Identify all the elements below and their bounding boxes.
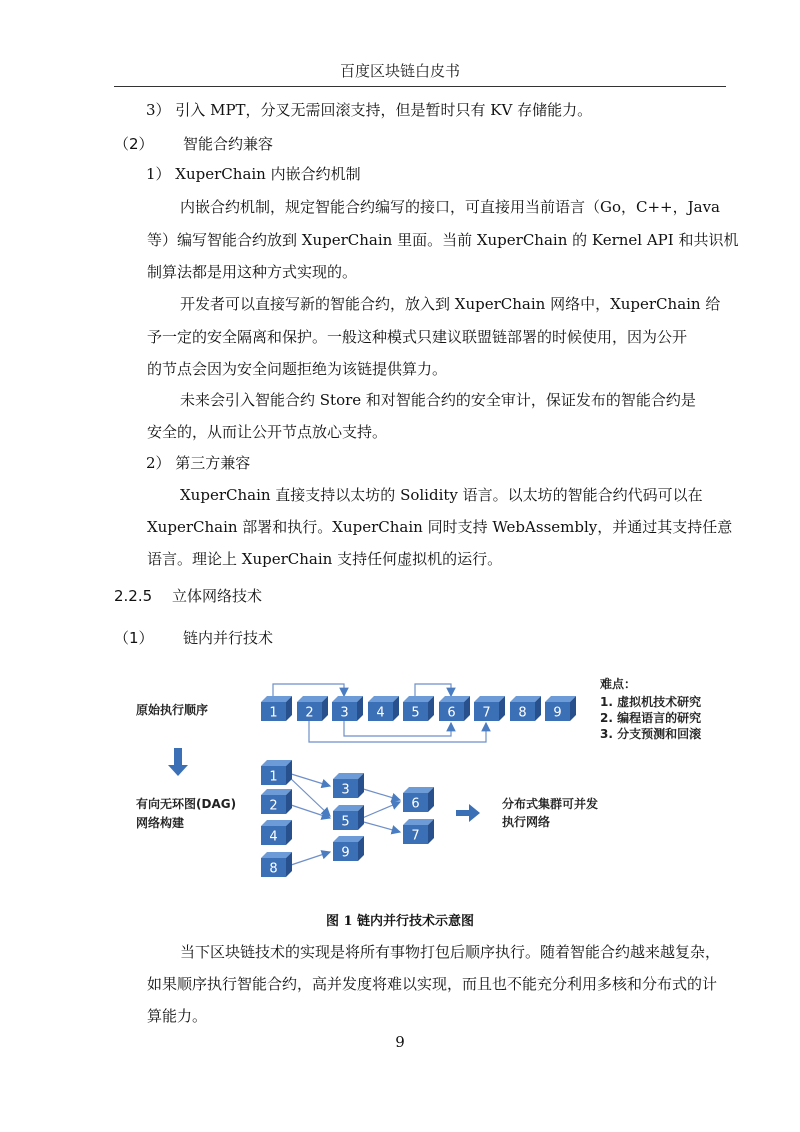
paragraph-line: XuperChain 直接支持以太坊的 Solidity 语言。以太坊的智能合约代码可以在 — [180, 486, 703, 504]
sequence-box — [474, 696, 505, 721]
flow-arrow — [288, 804, 330, 818]
flow-arrow — [288, 852, 330, 866]
flow-arrow — [360, 821, 400, 832]
box-number: 3 — [340, 705, 349, 721]
paragraph-line: 如果顺序执行智能合约，高并发度将难以实现，而且也不能充分利用多核和分布式的计 — [147, 975, 718, 993]
dag-box — [403, 819, 434, 844]
box-number: 4 — [376, 705, 385, 721]
paragraph-line: 开发者可以直接写新的智能合约，放入到 XuperChain 网络中，XuperChain 给 — [180, 295, 721, 313]
section-number: 2.2.5 — [114, 587, 153, 605]
box-number: 5 — [341, 814, 350, 830]
dag-box — [333, 773, 364, 798]
section-title: 立体网络技术 — [172, 587, 263, 605]
flow-arrow — [360, 802, 400, 819]
dag-box — [403, 787, 434, 812]
label-dag: 有向无环图(DAG) — [136, 797, 237, 811]
box-number: 4 — [269, 829, 278, 845]
parallel-execution-figure — [116, 668, 716, 888]
flow-arrow — [344, 721, 451, 736]
paragraph-line: 安全的，从而让公开节点放心支持。 — [147, 423, 388, 441]
box-number: 9 — [341, 845, 350, 861]
box-number: 2 — [305, 705, 314, 721]
list-item-1: 1） XuperChain 内嵌合约机制 — [146, 165, 361, 183]
flow-arrow — [288, 773, 330, 786]
box-number: 6 — [411, 796, 420, 812]
paragraph-line: 的节点会因为安全问题拒绝为该链提供算力。 — [147, 360, 448, 378]
sequence-box — [261, 696, 292, 721]
dag-box — [333, 836, 364, 861]
box-number: 9 — [553, 705, 562, 721]
difficulty-item: 1. 虚拟机技术研究 — [600, 695, 702, 709]
paragraph-line: 等）编写智能合约放到 XuperChain 里面。当前 XuperChain 的 Kernel API 和共识机 — [147, 231, 739, 249]
box-number: 3 — [341, 782, 350, 798]
flow-arrow — [273, 684, 344, 696]
flow-arrow — [360, 788, 400, 800]
difficulty-item: 2. 编程语言的研究 — [600, 711, 702, 725]
box-number: 8 — [518, 705, 527, 721]
figure-caption: 图 1 链内并行技术示意图 — [325, 914, 475, 929]
dag-box — [261, 789, 292, 814]
paragraph-line: XuperChain 部署和执行。XuperChain 同时支持 WebAssembly，并通过其支持任意 — [147, 518, 733, 536]
sequence-box — [332, 696, 363, 721]
box-number: 7 — [482, 705, 491, 721]
box-number: 6 — [447, 705, 456, 721]
paragraph-line: 未来会引入智能合约 Store 和对智能合约的安全审计，保证发布的智能合约是 — [180, 391, 696, 409]
list-item-2: 2） 第三方兼容 — [146, 454, 251, 472]
paragraph-line: 予一定的安全隔离和保护。一般这种模式只建议联盟链部署的时候使用，因为公开 — [147, 328, 688, 346]
sequence-box — [368, 696, 399, 721]
dag-box — [261, 760, 292, 785]
sequence-box — [510, 696, 541, 721]
right-arrow-icon — [456, 804, 480, 822]
subheading-title: 智能合约兼容 — [183, 135, 274, 153]
paragraph-line: 算能力。 — [147, 1007, 208, 1025]
result-label: 分布式集群可并发 — [502, 797, 599, 811]
dag-box — [333, 805, 364, 830]
paragraph-line: 内嵌合约机制，规定智能合约编写的接口，可直接用当前语言（Go，C++，Java — [180, 198, 721, 216]
dag-box — [261, 852, 292, 877]
paragraph-line: 语言。理论上 XuperChain 支持任何虚拟机的运行。 — [147, 550, 503, 568]
flow-arrow — [415, 684, 451, 696]
sequence-box — [545, 696, 576, 721]
box-number: 7 — [411, 828, 420, 844]
page-number: 9 — [395, 1033, 405, 1051]
subheading-title: 链内并行技术 — [183, 629, 274, 647]
label-original-order: 原始执行顺序 — [136, 703, 209, 717]
sequence-box — [403, 696, 434, 721]
dag-box — [261, 820, 292, 845]
sequence-box — [439, 696, 470, 721]
paragraph-line: 当下区块链技术的实现是将所有事物打包后顺序执行。随着智能合约越来越复杂， — [180, 943, 721, 961]
flow-arrow — [288, 776, 330, 816]
header-rule — [114, 86, 726, 87]
box-number: 1 — [269, 705, 278, 721]
flow-arrow — [309, 721, 486, 742]
page-header-title: 百度区块链白皮书 — [339, 62, 460, 80]
box-number: 1 — [269, 769, 278, 785]
box-number: 5 — [411, 705, 420, 721]
paragraph-line: 制算法都是用这种方式实现的。 — [147, 263, 358, 281]
sequence-box — [297, 696, 328, 721]
box-number: 2 — [269, 798, 278, 814]
difficulty-item: 3. 分支预测和回滚 — [600, 727, 702, 741]
down-arrow-icon — [168, 748, 188, 776]
subheading-number: （2） — [114, 135, 154, 153]
difficulty-title: 难点： — [600, 677, 637, 691]
label-dag-network: 网络构建 — [136, 816, 185, 830]
subheading-number: （1） — [114, 629, 154, 647]
box-number: 8 — [269, 861, 278, 877]
result-label: 执行网络 — [502, 815, 551, 829]
list-item-3: 3） 引入 MPT，分叉无需回滚支持，但是暂时只有 KV 存储能力。 — [146, 101, 593, 119]
